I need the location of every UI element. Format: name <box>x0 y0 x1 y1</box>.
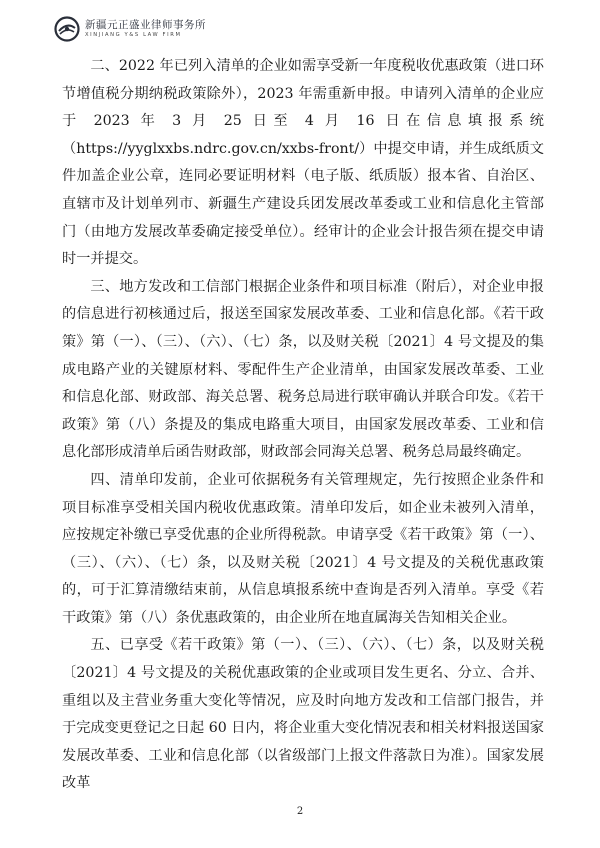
paragraph-4: 四、清单印发前，企业可依据税务有关管理规定，先行按照企业条件和项目标准享受相关国内税收优惠政策。清单印发后，如企业未被列入清单，应按规定补缴已享受优惠的企业所得税款。申请享受《若干政策》第（一）、（三）、（六）、（七）条，以及财关税〔2021〕4 号文提及的关税优惠政策的，可于汇算清缴结束前，从信息填报系统中查询是否列入清单。享受《若干政策》第（八）条优惠政策的，由企业所在地直属海关告知相关企业。 <box>62 471 544 626</box>
paragraph-5: 五、已享受《若干政策》第（一）、（三）、（六）、（七）条，以及财关税〔2021〕4 号文提及的关税优惠政策的企业或项目发生更名、分立、合并、重组以及主营业务重大变化等情况，应及时向地方发改和工信部门报告，并于完成变更登记之日起 60 日内，将企业重大变化情况表和相关材料报送国家发展改革委、工业和信息化部（以省级部门上报文件落款日为准）。国家发展改革 <box>62 637 544 792</box>
firm-name-en: XINJIANG Y&S LAW FIRM <box>85 32 182 39</box>
firm-name <box>85 20 206 39</box>
paragraph-2: 二、2022 年已列入清单的企业如需享受新一年度税收优惠政策（进口环节增值税分期纳税政策除外），2023 年需重新申报。申请列入清单的企业应于 2023 年 3 月 25 日至 4 月 16 日在信息填报系统（https://yyglxxbs.ndrc.gov.cn/xxbs-front/）中提交申请，并生成纸质文件加盖企业公章，连同必要证明材料（电子版、纸质版）报本省、自治区、直辖市及计划单列市、新疆生产建设兵团发展改革委或工业和信息化主管部门（由地方发展改革委确定接受单位）。经审计的企业会计报告须在提交申请时一并提交。 <box>62 58 544 268</box>
firm-name-cn: 新疆元正盛业律师事务所 <box>85 18 206 31</box>
page-number: 2 <box>296 806 304 817</box>
letterhead <box>54 14 206 44</box>
document-body <box>62 53 544 798</box>
firm-logo-icon <box>54 16 80 42</box>
paragraph-3: 三、地方发改和工信部门根据企业条件和项目标准（附后），对企业申报的信息进行初核通过后，报送至国家发展改革委、工业和信息化部。《若干政策》第（一）、（三）、（六）、（七）条，以及财关税〔2021〕4 号文提及的集成电路产业的关键原材料、零配件生产企业清单，由国家发展改革委、工业和信息化部、财政部、海关总署、税务总局进行联审确认并联合印发。《若干政策》第（八）条提及的集成电路重大项目，由国家发展改革委、工业和信息化部形成清单后函告财政部，财政部会同海关总署、税务总局最终确定。 <box>62 278 544 461</box>
